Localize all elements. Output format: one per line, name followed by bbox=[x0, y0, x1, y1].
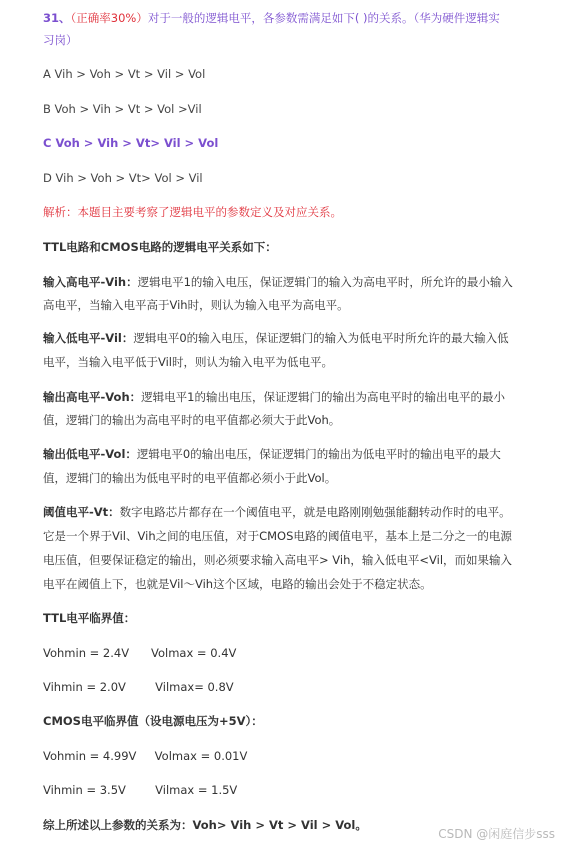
summary: 综上所述以上参数的关系为：Voh> Vih > Vt > Vil > Vol。 bbox=[43, 818, 367, 832]
option-d: D Vih > Voh > Vt> Vol > Vil bbox=[43, 171, 203, 185]
term-vil: 输入低电平-Vil： bbox=[43, 331, 134, 345]
definition-vt-line-1: 阈值电平-Vt：数字电路芯片都存在一个阈值电平，就是电路刚刚勉强能翻转动作时的电平。 bbox=[43, 505, 511, 519]
term-voh: 输出高电平-Voh： bbox=[43, 390, 142, 404]
definition-vol-line-1: 输出低电平-Vol：逻辑电平0的输出电压，保证逻辑门的输出为低电平时的输出电平的最大 bbox=[43, 447, 501, 461]
term-vt: 阈值电平-Vt： bbox=[43, 505, 120, 519]
option-b: B Voh > Vih > Vt > Vol >Vil bbox=[43, 102, 202, 116]
question-accuracy: （正确率30%） bbox=[70, 11, 148, 25]
definition-vol-line-2: 值，逻辑门的输出为低电平时的电平值都必须小于此Vol。 bbox=[43, 471, 337, 485]
definition-vil-line-2: 电平，当输入电平低于Vil时，则认为输入电平为低电平。 bbox=[43, 355, 334, 369]
option-c-correct: C Voh > Vih > Vt> Vil > Vol bbox=[43, 136, 219, 150]
definition-vt-line-4: 电平在阈值上下，也就是Vil～Vih这个区域，电路的输出会处于不稳定状态。 bbox=[43, 577, 432, 591]
csdn-watermark: CSDN @闲庭信步sss bbox=[438, 827, 555, 841]
ttl-row-2: Vihmin = 2.0V Vilmax= 0.8V bbox=[43, 680, 234, 694]
definition-vt-line-2: 它是一个界于Vil、Vih之间的电压值，对于CMOS电路的阈值电平，基本上是二分之一的电源 bbox=[43, 529, 512, 543]
definition-vil-line-1: 输入低电平-Vil：逻辑电平0的输入电压，保证逻辑门的输入为低电平时所允许的最大输入低 bbox=[43, 331, 509, 345]
definition-vt-line-3: 电压值，但要保证稳定的输出，则必须要求输入高电平> Vih，输入低电平<Vil，而如果输入 bbox=[43, 553, 513, 567]
question-stem-2: 习岗） bbox=[43, 33, 78, 47]
definition-voh-line-1: 输出高电平-Voh：逻辑电平1的输出电压，保证逻辑门的输出为高电平时的输出电平的最小 bbox=[43, 390, 505, 404]
term-vih: 输入高电平-Vih： bbox=[43, 275, 138, 289]
question-stem-1: 对于一般的逻辑电平，各参数需满足如下( )的关系。（华为硬件逻辑实 bbox=[147, 11, 500, 25]
option-a: A Vih > Voh > Vt > Vil > Vol bbox=[43, 67, 206, 81]
question-number: 31、 bbox=[43, 11, 71, 25]
ttl-heading: TTL电平临界值： bbox=[43, 611, 136, 625]
cmos-row-2: Vihmin = 3.5V Vilmax = 1.5V bbox=[43, 783, 238, 797]
cmos-heading: CMOS电平临界值（设电源电压为+5V）： bbox=[43, 714, 263, 728]
section-heading: TTL电路和CMOS电路的逻辑电平关系如下： bbox=[43, 240, 277, 254]
definition-voh-line-2: 值，逻辑门的输出为高电平时的电平值都必须大于此Voh。 bbox=[43, 413, 341, 427]
question-line-1 bbox=[43, 10, 500, 26]
analysis: 解析：本题目主要考察了逻辑电平的参数定义及对应关系。 bbox=[43, 205, 342, 219]
cmos-row-1: Vohmin = 4.99V Volmax = 0.01V bbox=[43, 749, 248, 763]
definition-vih-line-2: 高电平，当输入电平高于Vih时，则认为输入电平为高电平。 bbox=[43, 298, 349, 312]
term-vol: 输出低电平-Vol： bbox=[43, 447, 137, 461]
definition-vih-line-1: 输入高电平-Vih：逻辑电平1的输入电压，保证逻辑门的输入为高电平时，所允许的最小输入 bbox=[43, 275, 513, 289]
ttl-row-1: Vohmin = 2.4V Volmax = 0.4V bbox=[43, 646, 237, 660]
